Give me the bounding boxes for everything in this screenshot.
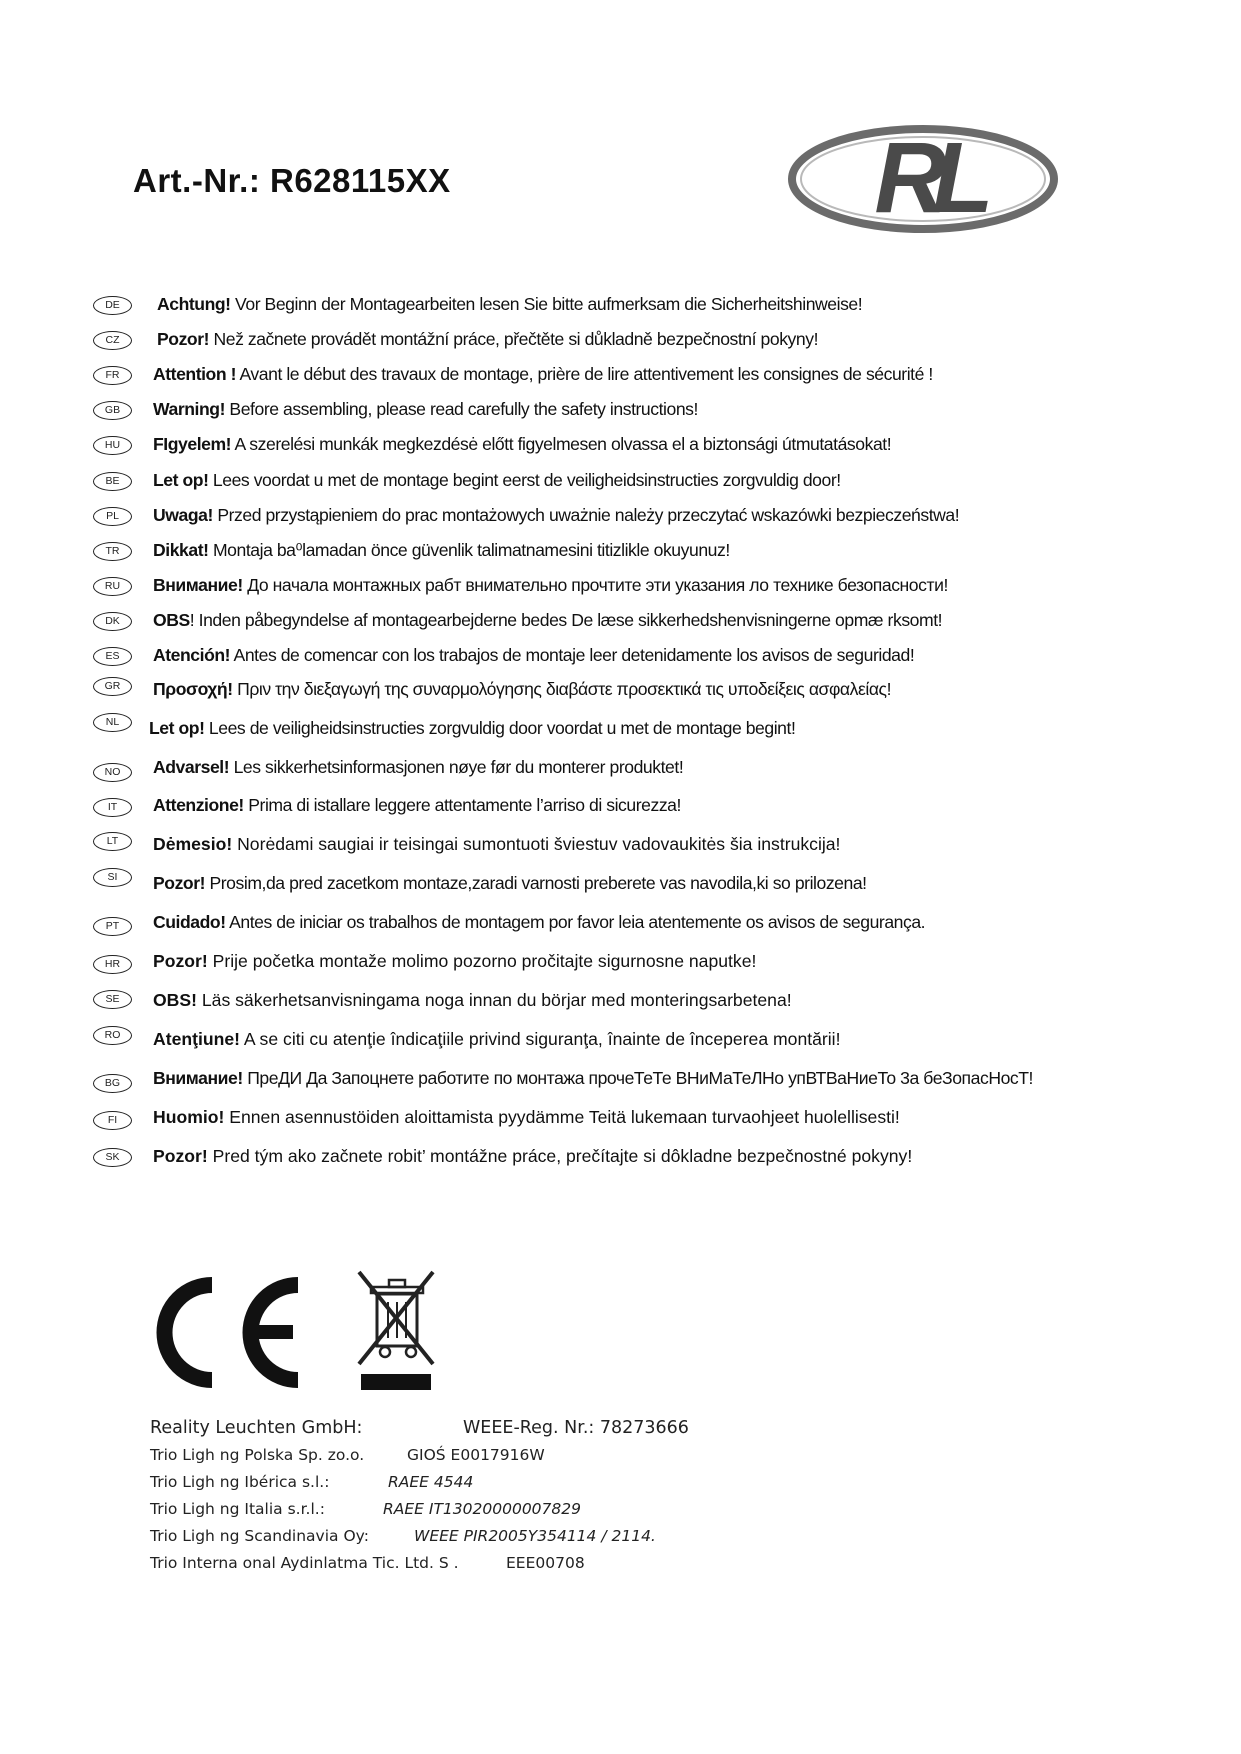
language-badge-nl: NL — [93, 713, 132, 732]
warning-text-gr: Προσοχή! Πριν την διεξαγωγή της συναρμολόγησης διαβάστε προσεκτικά τις υποδείξεις ασφαλείας! — [153, 679, 892, 699]
warning-text-sk: Pozor! Pred tým ako začnete robit’ montážne práce, prečítajte si dôkladne bezpečnostné pokyny! — [153, 1146, 913, 1166]
language-badge-cz: CZ — [93, 331, 132, 350]
language-badge-de: DE — [93, 296, 132, 315]
footer-head-reg: WEEE-Reg. Nr.: 78273666 — [463, 1418, 689, 1438]
warning-text-nl: Let op! Lees de veiligheidsinstructies zorgvuldig door voordat u met de montage begint! — [149, 718, 796, 738]
language-badge-gr: GR — [93, 677, 132, 696]
warning-row-fi — [0, 1105, 1241, 1135]
warning-text-dk: OBS! Inden påbegyndelse af montagearbejderne bedes De læse sikkerhedshenvisningerne opmæ rksomt! — [153, 610, 943, 630]
footer-head-company: Reality Leuchten GmbH: — [150, 1418, 363, 1438]
warning-text-hu: FIgyelem! A szerelési munkák megkezdésė előtt figyelmesen olvassa el a biztonsági útmutatásokat! — [153, 434, 892, 454]
warning-text-bg: Внимание! ПреДИ Да Запоцнете работите по монтажа прочеТеТе ВНиМаТеЛНо упВТВаНиеТо 3а беЗопасНосТ! — [153, 1068, 1033, 1088]
warning-row-it — [0, 793, 1241, 823]
warning-row-si — [0, 871, 1241, 901]
language-badge-sk: SK — [93, 1148, 132, 1167]
rl-logo-text: RL — [874, 122, 980, 234]
warning-text-es: Atención! Antes de comencar con los trabajos de montaje leer detenidamente los avisos de seguridad! — [153, 645, 915, 665]
warning-row-ru — [0, 573, 1241, 603]
footer-row-iberica — [150, 1473, 474, 1491]
language-badge-dk: DK — [93, 612, 132, 631]
footer-reg: RAEE IT13020000007829 — [383, 1500, 581, 1518]
warning-text-de: Achtung! Vor Beginn der Montagearbeiten lesen Sie bitte aufmerksam die Sicherheitshinweise! — [157, 294, 863, 314]
language-badge-hr: HR — [93, 955, 132, 974]
warning-row-cz — [0, 327, 1241, 357]
footer-company: Trio Ligh ng Italia s.r.l.: — [150, 1500, 325, 1518]
warning-row-lt — [0, 832, 1241, 862]
warning-text-cz: Pozor! Než začnete provádět montážní práce, přečtěte si důkladně bezpečnostní pokyny! — [157, 329, 819, 349]
language-badge-pl: PL — [93, 507, 132, 526]
warning-text-fr: Attention ! Avant le début des travaux de montage, prière de lire attentivement les consignes de sécurité ! — [153, 364, 933, 384]
warning-row-pt — [0, 910, 1241, 940]
warning-row-hu — [0, 432, 1241, 462]
warning-row-gr — [0, 677, 1241, 707]
warning-text-fi: Huomio! Ennen asennustöiden aloittamista pyydämme Teitä lukemaan turvaohjeet huolellisesti! — [153, 1107, 900, 1127]
warning-row-es — [0, 643, 1241, 673]
warning-text-tr: Dikkat! Montaja ba⁰lamadan önce güvenlik talimatnamesini titizlikle okuyunuz! — [153, 540, 730, 560]
language-badge-si: SI — [93, 868, 132, 887]
ce-mark-icon — [150, 1275, 305, 1390]
footer-row-polska — [150, 1446, 545, 1464]
warning-row-ro — [0, 1027, 1241, 1057]
language-badge-bg: BG — [93, 1074, 132, 1093]
footer-row-scandinavia — [150, 1527, 656, 1545]
article-number-title: Art.-Nr.: R628115XX — [133, 162, 451, 199]
footer-row-international — [150, 1554, 585, 1572]
warning-text-it: Attenzione! Prima di istallare leggere attentamente l’arriso di sicurezza! — [153, 795, 681, 815]
warning-text-si: Pozor! Prosim,da pred zacetkom montaze,zaradi varnosti preberete vas navodila,ki so prilozena! — [153, 873, 867, 893]
warning-row-be — [0, 468, 1241, 498]
warning-row-gb — [0, 397, 1241, 427]
footer-company: Trio Ligh ng Polska Sp. zo.o. — [150, 1446, 365, 1464]
language-badge-pt: PT — [93, 917, 132, 936]
warning-row-nl — [0, 716, 1241, 746]
footer-company: Trio Ligh ng Scandinavia Oy: — [150, 1527, 369, 1545]
footer-row-italia — [150, 1500, 581, 1518]
warning-row-dk — [0, 608, 1241, 638]
warning-text-be: Let op! Lees voordat u met de montage begint eerst de veiligheidsinstructies zorgvuldig door! — [153, 470, 841, 490]
language-badge-ro: RO — [93, 1026, 132, 1045]
warning-text-ru: Внимание! До начала монтажных рабт внимательно прочтите эти указания ло технике безопасности! — [153, 575, 948, 595]
warning-row-bg — [0, 1066, 1241, 1096]
language-badge-ru: RU — [93, 577, 132, 596]
footer-company: Trio Interna onal Aydinlatma Tic. Ltd. S . — [150, 1554, 459, 1572]
language-badge-lt: LT — [93, 832, 132, 851]
language-badge-hu: HU — [93, 436, 132, 455]
language-badge-be: BE — [93, 472, 132, 491]
warning-row-tr — [0, 538, 1241, 568]
warning-row-sk — [0, 1144, 1241, 1174]
warning-text-gb: Warning! Before assembling, please read carefully the safety instructions! — [153, 399, 698, 419]
language-badge-no: NO — [93, 763, 132, 782]
warning-text-se: OBS! Läs säkerhetsanvisningama noga innan du börjar med monteringsarbetena! — [153, 990, 792, 1010]
warning-row-hr — [0, 949, 1241, 979]
warning-row-no — [0, 755, 1241, 785]
language-badge-es: ES — [93, 647, 132, 666]
footer-reg: WEEE PIR2005Y354114 / 2114. — [414, 1527, 656, 1545]
language-badge-fi: FI — [93, 1111, 132, 1130]
warning-text-hr: Pozor! Prije početka montaže molimo pozorno pročitajte sigurnosne naputke! — [153, 951, 757, 971]
footer-head-row — [150, 1418, 689, 1438]
warning-row-fr — [0, 362, 1241, 392]
footer-reg: RAEE 4544 — [388, 1473, 474, 1491]
footer-reg: GIOŚ E0017916W — [407, 1446, 545, 1464]
language-badge-fr: FR — [93, 366, 132, 385]
language-badge-it: IT — [93, 798, 132, 817]
warning-row-se — [0, 988, 1241, 1018]
warning-row-de — [0, 292, 1241, 322]
language-badge-tr: TR — [93, 542, 132, 561]
footer-company: Trio Ligh ng Ibérica s.l.: — [150, 1473, 330, 1491]
warning-text-no: Advarsel! Les sikkerhetsinformasjonen nøye før du monterer produktet! — [153, 757, 684, 777]
warning-text-lt: Dėmesio! Norėdami saugiai ir teisingai sumontuoti šviestuv vadovaukitės šia instrukcija! — [153, 834, 841, 854]
warning-text-pl: Uwaga! Przed przystąpieniem do prac montażowych uważnie należy przeczytać wskazówki bezpieczeństwa! — [153, 505, 960, 525]
footer-reg: EEE00708 — [506, 1554, 585, 1572]
weee-crossed-bin-icon — [355, 1268, 437, 1396]
warning-text-ro: Atenţiune! A se citi cu atenţie îndicaţiile privind siguranţa, înainte de începerea montării! — [153, 1029, 841, 1049]
language-badge-gb: GB — [93, 401, 132, 420]
warning-row-pl — [0, 503, 1241, 533]
warning-text-pt: Cuidado! Antes de iniciar os trabalhos de montagem por favor leia atentemente os avisos de segurança. — [153, 912, 926, 932]
language-badge-se: SE — [93, 990, 132, 1009]
